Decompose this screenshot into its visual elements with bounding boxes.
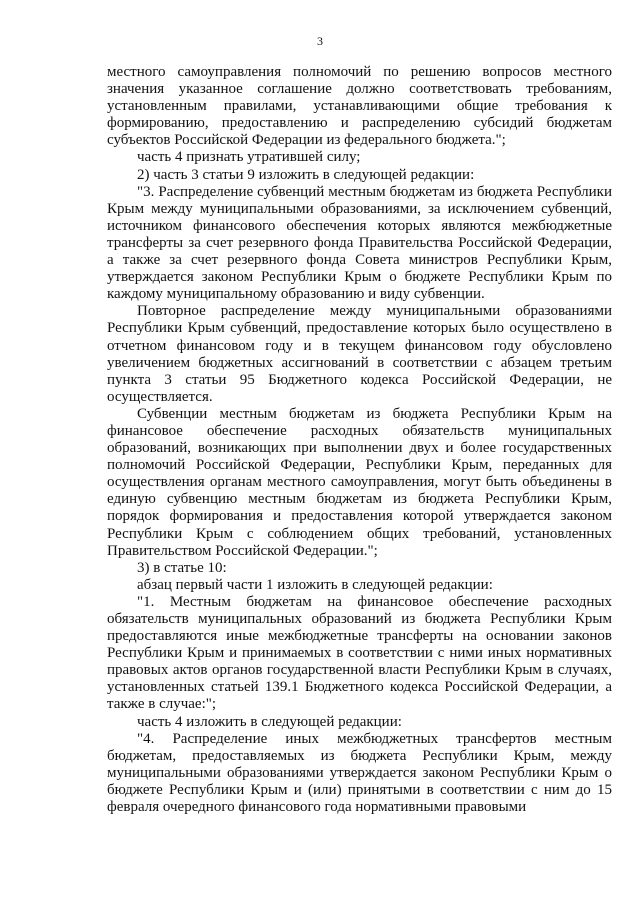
paragraph-8: абзац первый части 1 изложить в следующей редакции: [137,576,493,593]
paragraph-3: 2) часть 3 статьи 9 изложить в следующей редакции: [137,166,475,183]
paragraph-2: часть 4 признать утратившей силу; [137,149,361,166]
paragraph-10: часть 4 изложить в следующей редакции: [137,713,402,730]
paragraph-1: местного самоуправления полномочий по решению вопросов местного значения указанное соглашение должно соответствовать требованиям, установленным правилами, устанавливающими общие требования к формированию, предоставлению и распределению субсидий бюджетам субъектов Российской Федерации из федерального бюджета."; [107,64,612,149]
document-body [107,64,612,816]
paragraph-6: Субвенции местным бюджетам из бюджета Республики Крым на финансовое обеспечение расходных обязательств муниципальных образований, возникающих при выполнении двух и более государственных полномочий Российской Федерации, Республики Крым, переданных для осуществления органам местного самоуправления, могут быть объединены в единую субвенцию местным бюджетам из бюджета Республики Крым, порядок формирования и предоставления которой утверждается законом Республики Крым с соблюдением общих требований, установленных Правительством Российской Федерации."; [107,405,612,559]
paragraph-5: Повторное распределение между муниципальными образованиями Республики Крым субвенций, предоставление которых было осуществлено в отчетном финансовом году и в текущем финансовом году обусловлено увеличением бюджетных ассигнований в соответствии с абзацем третьим пункта 3 статьи 95 Бюджетного кодекса Российской Федерации, не осуществляется. [107,303,612,405]
paragraph-4: "3. Распределение субвенций местным бюджетам из бюджета Республики Крым между муниципальными образованиями, за исключением субвенций, источником финансового обеспечения которых являются межбюджетные трансферты за счет резервного фонда Правительства Российской Федерации, а также за счет резервного фонда Совета министров Республики Крым, утверждается законом Республики Крым о бюджете Республики Крым по каждому муниципальному образованию и виду субвенции. [107,183,612,303]
paragraph-9: "1. Местным бюджетам на финансовое обеспечение расходных обязательств муниципальных образований из бюджета Республики Крым предоставляются иные межбюджетные трансферты на основании законов Республики Крым и принимаемых в соответствии с ними иных нормативных правовых актов органов государственной власти Республики Крым в случаях, установленных статьей 139.1 Бюджетного кодекса Российской Федерации, а также в случае:"; [107,593,612,713]
page-number: 3 [317,34,323,48]
paragraph-7: 3) в статье 10: [137,559,227,576]
paragraph-11: "4. Распределение иных межбюджетных трансфертов местным бюджетам, предоставляемых из бюджета Республики Крым, между муниципальными образованиями утверждается законом Республики Крым о бюджете Республики Крым и (или) принятыми в соответствии с ним до 15 февраля очередного финансового года нормативными правовыми [107,730,612,816]
